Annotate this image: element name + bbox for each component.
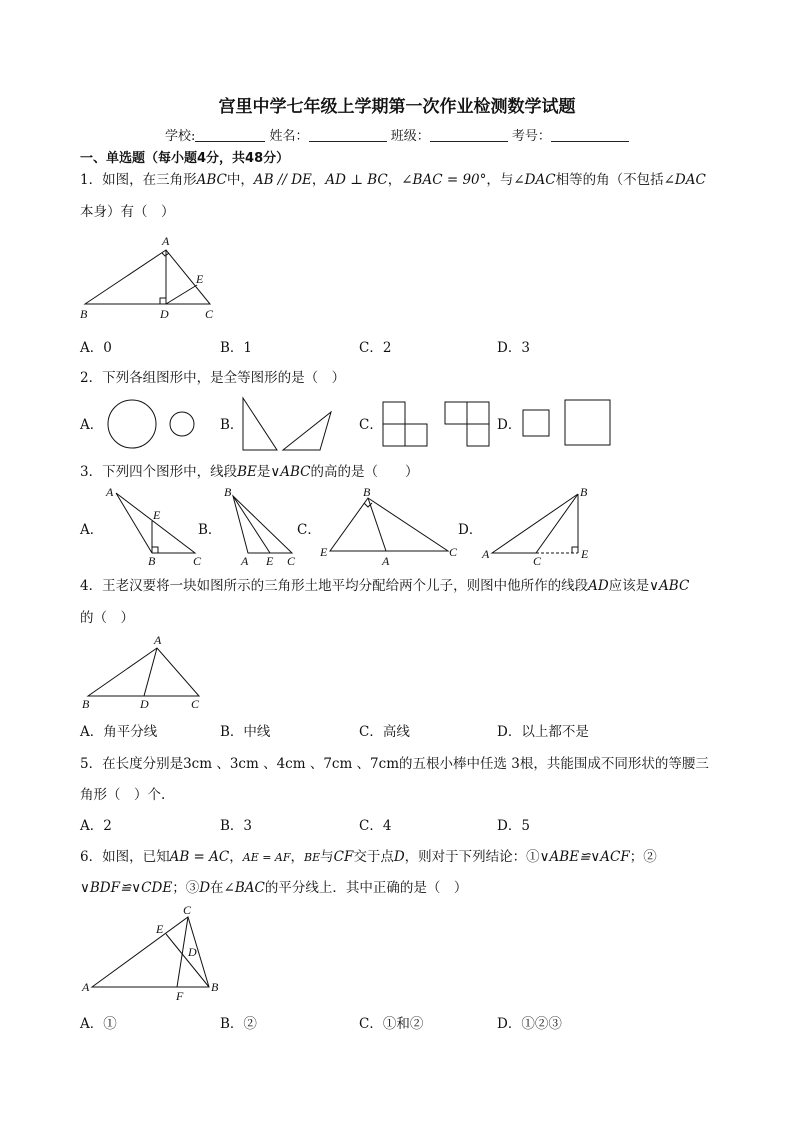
q4-stem-line2: 的（ ） (80, 610, 134, 626)
q6-number: ② (643, 849, 657, 865)
q6-text: 交于点 (353, 849, 394, 865)
q3-c-label-e: E (320, 545, 328, 559)
q5-option-c[interactable]: C．4 (359, 818, 392, 834)
q3-option-d[interactable]: D． (458, 522, 483, 538)
q3-a-label-b: B (148, 554, 156, 568)
q3-triangle: ∨ABC (270, 464, 311, 480)
q4-label-b: B (82, 697, 90, 711)
q6-text: ； (172, 880, 186, 896)
q5-option-a[interactable]: A．2 (80, 818, 112, 834)
q6-segment-be (166, 934, 209, 987)
page-title: 宫里中学七年级上学期第一次作业检测数学试题 (218, 97, 576, 117)
q6-text: 的平分线上．其中正确的是（ ） (264, 880, 468, 896)
q6-number: ③ (185, 880, 200, 896)
q1-text: ， (311, 172, 326, 188)
q1-label-a: A (162, 234, 170, 248)
q1-text: 相等的角（不包括 (555, 172, 664, 188)
q6-point: D (393, 849, 405, 865)
q6-condition: CF (333, 849, 354, 865)
q3-b-label-b: B (224, 485, 232, 499)
q1-text: ，与 (486, 172, 514, 188)
q3-d-label-a: A (482, 547, 490, 561)
q3-d-label-e: E (581, 547, 589, 561)
q4-segment: AD (588, 578, 609, 594)
school-label: 学校: (165, 129, 196, 144)
q3-a-label-a: A (106, 485, 114, 499)
q3-d-label-c: C (533, 554, 542, 568)
q3-b-label-c: C (287, 554, 296, 568)
q6-text: ； (629, 849, 644, 865)
q4-label-d: D (140, 697, 149, 711)
q6-result: ∨ABE≌∨ACF (539, 849, 630, 865)
q3-segment: BE (237, 464, 257, 480)
q5-option-b[interactable]: B．3 (220, 818, 253, 834)
q1-stem-line2: 本身）有（ ） (80, 204, 175, 220)
q1-condition: AB // DE (253, 172, 312, 188)
q6-text: 在 (210, 880, 224, 896)
q3-c-label-c: C (449, 545, 458, 559)
q2-stem: 2．下列各组图形中，是全等图形的是（ ） (80, 370, 346, 386)
q3-a-label-c: C (193, 554, 202, 568)
q6-label-d: D (188, 945, 197, 959)
q1-triangle: ABC (196, 172, 227, 188)
section-heading: 一、单选题（每小题4分，共48分） (80, 151, 290, 166)
q1-condition: ∠BAC = 90° (401, 172, 487, 188)
q1-option-b[interactable]: B．1 (220, 340, 253, 356)
q2-option-a[interactable]: A． (80, 417, 104, 433)
q1-text: 1．如图，在三角形 (80, 172, 197, 188)
q4-option-c[interactable]: C．高线 (359, 724, 410, 740)
q1-label-e: E (196, 272, 204, 286)
q1-condition: AD ⊥ BC (325, 172, 388, 188)
q3-option-c[interactable]: C． (297, 522, 321, 538)
q1-label-c: C (205, 307, 214, 321)
q3-b-label-e: E (266, 554, 274, 568)
q6-option-a[interactable]: A．① (80, 1016, 117, 1032)
q1-label-b: B (80, 307, 88, 321)
q6-condition: AE = AF (242, 851, 291, 864)
q1-label-d: D (160, 307, 169, 321)
q3-b-label-a: A (241, 554, 249, 568)
q6-text: 6．如图，已知 (80, 849, 170, 865)
q3-option-b[interactable]: B． (198, 522, 222, 538)
q4-option-b[interactable]: B．中线 (220, 724, 271, 740)
q6-text: ，则对于下列结论： (404, 849, 527, 865)
q6-point: D (199, 880, 211, 896)
q6-segment-cf (177, 917, 188, 987)
q6-condition: AB = AC (169, 849, 230, 865)
q6-text: 与 (320, 849, 334, 865)
q4-label-a: A (154, 633, 162, 647)
q2-option-c[interactable]: C． (359, 417, 383, 433)
q6-condition: BE (304, 851, 321, 864)
q3-text: 3．下列四个图形中，线段 (80, 464, 238, 480)
q6-option-b[interactable]: B．② (220, 1016, 257, 1032)
q3-c-label-b: B (363, 485, 371, 499)
q6-label-b: B (211, 980, 219, 994)
q4-text: 应该是 (608, 578, 650, 594)
q6-label-e: E (156, 922, 164, 936)
q3-d-label-b: B (580, 485, 588, 499)
q6-option-c[interactable]: C．①和② (359, 1016, 424, 1032)
q4-label-c: C (191, 697, 200, 711)
q6-angle: ∠BAC (223, 880, 265, 896)
q5-stem-line1: 5．在长度分别是3cm 、3cm 、4cm 、7cm 、7cm的五根小棒中任选 3根，共能围成不同形状的等腰三 (80, 756, 709, 772)
q6-option-d[interactable]: D．①②③ (497, 1016, 562, 1032)
q1-angle: ∠DAC (513, 172, 556, 188)
q6-number: ① (526, 849, 540, 865)
q3-c-label-a: A (382, 554, 390, 568)
exam-no-label: 考号： (511, 129, 551, 144)
q3-text: 是 (256, 464, 271, 480)
q6-label-f: F (176, 989, 184, 1003)
q5-option-d[interactable]: D．5 (497, 818, 530, 834)
q1-text: 中， (226, 172, 254, 188)
q1-angle: ∠DAC (663, 172, 706, 188)
q6-label-c: C (183, 903, 192, 917)
q4-triangle: ∨ABC (649, 578, 690, 594)
q1-option-d[interactable]: D．3 (497, 340, 530, 356)
q3-a-label-e: E (153, 508, 161, 522)
q1-option-c[interactable]: C．2 (359, 340, 392, 356)
q2-option-d[interactable]: D． (497, 417, 522, 433)
q3-text: 的高的是（ ） (310, 464, 419, 480)
q5-stem-line2: 角形（ ）个. (80, 787, 166, 803)
q6-result: ∨BDF≌∨CDE (80, 880, 173, 896)
q4-option-d[interactable]: D．以上都不是 (497, 724, 589, 740)
name-label: 姓名： (269, 129, 309, 144)
q4-option-a[interactable]: A．角平分线 (80, 724, 158, 740)
q4-text: 4．王老汉要将一块如图所示的三角形土地平均分配给两个儿子，则图中他所作的线段 (80, 578, 589, 594)
q6-label-a: A (82, 980, 90, 994)
q2-option-b[interactable]: B． (220, 417, 244, 433)
q1-option-a[interactable]: A．0 (80, 340, 112, 356)
q6-text: ， (229, 849, 243, 865)
q1-text: ， (387, 172, 402, 188)
q3-option-a[interactable]: A． (80, 522, 104, 538)
class-label: 班级： (390, 129, 430, 144)
q6-text: ， (290, 849, 305, 865)
